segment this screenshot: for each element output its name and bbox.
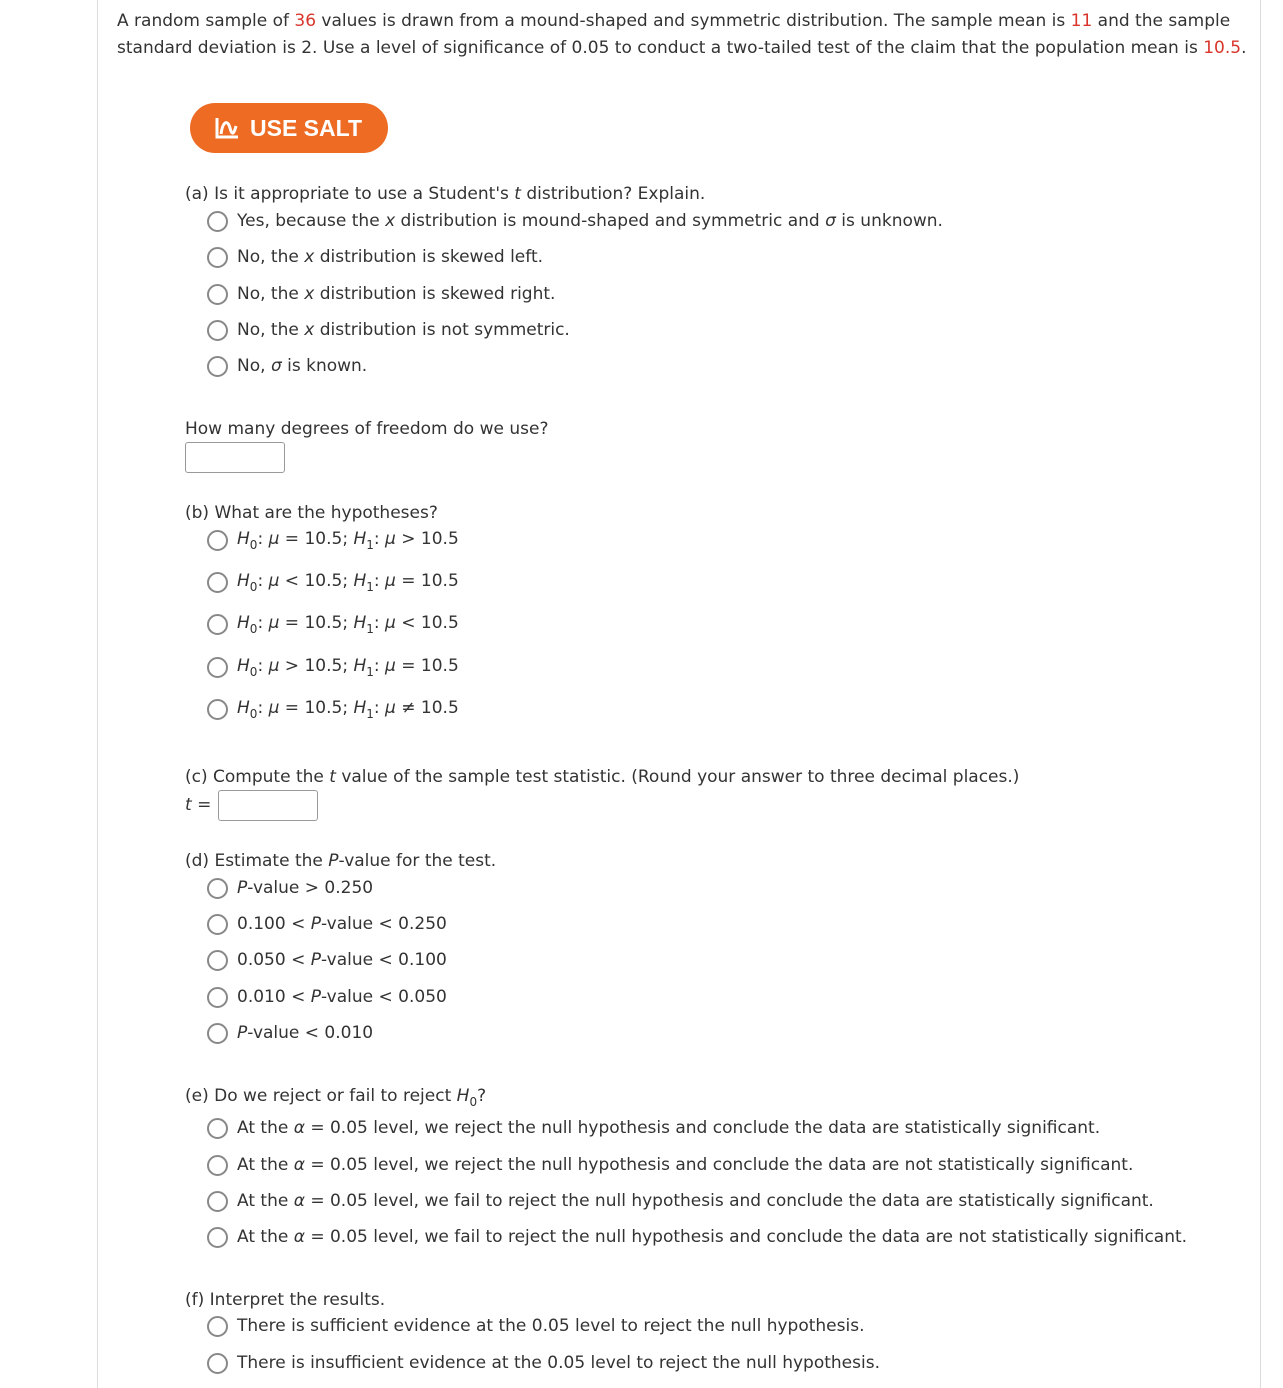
part-b-option[interactable]: $H_0$: μ < 10.5; $H_1$: μ = 10.5 <box>207 570 459 594</box>
part-a-question: (a) Is it appropriate to use a Student's t distribution? Explain. <box>185 184 706 204</box>
part-b-option[interactable]: $H_0$: μ = 10.5; $H_1$: μ > 10.5 <box>207 528 459 552</box>
radio-button[interactable] <box>207 914 228 935</box>
use-salt-label: USE SALT <box>250 114 363 141</box>
radio-button[interactable] <box>207 1023 228 1044</box>
df-question: How many degrees of freedom do we use? <box>185 419 549 439</box>
sample-mean: 11 <box>1070 11 1093 31</box>
part-a-option[interactable]: No, σ is known. <box>207 354 367 378</box>
radio-button[interactable] <box>207 878 228 899</box>
radio-button[interactable] <box>207 572 228 593</box>
radio-button[interactable] <box>207 211 228 232</box>
part-a-option[interactable]: No, the x distribution is not symmetric. <box>207 318 570 342</box>
radio-button[interactable] <box>207 699 228 720</box>
radio-button[interactable] <box>207 320 228 341</box>
part-e-option[interactable]: At the α = 0.05 level, we reject the null hypothesis and conclude the data are not statistically significant. <box>207 1153 1133 1177</box>
salt-logo-icon <box>214 116 240 140</box>
claimed-mean: 10.5 <box>1203 37 1242 58</box>
radio-button[interactable] <box>207 1118 228 1139</box>
part-a-option[interactable]: Yes, because the x distribution is mound-shaped and symmetric and σ is unknown. <box>207 209 943 233</box>
sample-size: 36 <box>294 11 317 31</box>
radio-button[interactable] <box>207 247 228 268</box>
part-a-option[interactable]: No, the x distribution is skewed left. <box>207 245 543 269</box>
problem-statement: A random sample of 36 values is drawn from a mound-shaped and symmetric distribution. The sample mean is 11 and the sample standard deviation is 2. Use a level of significance of 0.05 to conduct a two-tailed test of the claim that the population mean is 10.5. <box>117 11 1247 58</box>
part-e-option[interactable]: At the α = 0.05 level, we fail to reject the null hypothesis and conclude the data are statistically significant. <box>207 1189 1154 1213</box>
t-label: t = <box>185 795 212 815</box>
radio-button[interactable] <box>207 284 228 305</box>
part-d-option[interactable]: P-value > 0.250 <box>207 876 373 900</box>
radio-button[interactable] <box>207 1191 228 1212</box>
t-value-input[interactable] <box>218 790 318 821</box>
part-e-question: (e) Do we reject or fail to reject $H_0$? <box>185 1086 487 1109</box>
part-d-option[interactable]: P-value < 0.010 <box>207 1021 373 1045</box>
part-d-option[interactable]: 0.010 < P-value < 0.050 <box>207 985 447 1009</box>
radio-button[interactable] <box>207 1353 228 1374</box>
radio-button[interactable] <box>207 1155 228 1176</box>
part-b-question: (b) What are the hypotheses? <box>185 503 438 523</box>
df-input[interactable] <box>185 442 285 473</box>
radio-button[interactable] <box>207 1316 228 1337</box>
part-f-option[interactable]: There is insufficient evidence at the 0.05 level to reject the null hypothesis. <box>207 1351 880 1375</box>
radio-button[interactable] <box>207 614 228 635</box>
part-f-question: (f) Interpret the results. <box>185 1290 386 1310</box>
radio-button[interactable] <box>207 530 228 551</box>
radio-button[interactable] <box>207 1227 228 1248</box>
part-d-option[interactable]: 0.100 < P-value < 0.250 <box>207 912 447 936</box>
radio-button[interactable] <box>207 950 228 971</box>
part-f-option[interactable]: There is sufficient evidence at the 0.05 level to reject the null hypothesis. <box>207 1314 864 1338</box>
radio-button[interactable] <box>207 657 228 678</box>
part-d-question: (d) Estimate the P-value for the test. <box>185 851 497 871</box>
use-salt-button[interactable] <box>190 103 388 153</box>
part-a-option[interactable]: No, the x distribution is skewed right. <box>207 282 555 306</box>
radio-button[interactable] <box>207 987 228 1008</box>
part-b-option[interactable]: $H_0$: μ = 10.5; $H_1$: μ ≠ 10.5 <box>207 697 459 721</box>
part-b-option[interactable]: $H_0$: μ > 10.5; $H_1$: μ = 10.5 <box>207 655 459 679</box>
part-e-option[interactable]: At the α = 0.05 level, we fail to reject the null hypothesis and conclude the data are not statistically significant. <box>207 1225 1187 1249</box>
radio-button[interactable] <box>207 356 228 377</box>
part-e-option[interactable]: At the α = 0.05 level, we reject the null hypothesis and conclude the data are statistically significant. <box>207 1116 1100 1140</box>
part-c-question: (c) Compute the t value of the sample test statistic. (Round your answer to three decimal places.) <box>185 767 1020 787</box>
part-d-option[interactable]: 0.050 < P-value < 0.100 <box>207 948 447 972</box>
part-b-option[interactable]: $H_0$: μ = 10.5; $H_1$: μ < 10.5 <box>207 612 459 636</box>
